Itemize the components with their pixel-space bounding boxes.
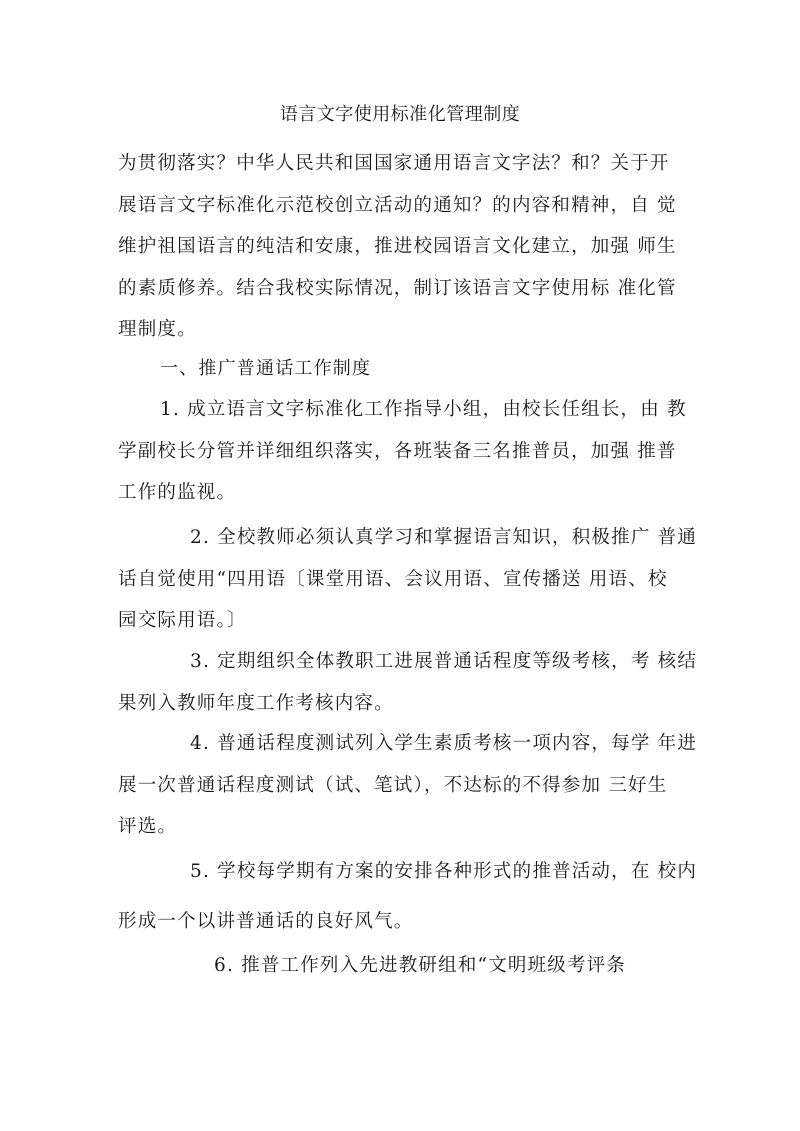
item-4-line: 展一次普通话程度测试（试、笔试），不达标的不得参加 三好生	[118, 774, 668, 796]
section-heading: 一、推广普通话工作制度	[160, 358, 372, 379]
item-1-line: 学副校长分管并详细组织落实，各班装备三名推普员，加强 推普	[118, 440, 677, 462]
intro-line: 展语言文字标准化示范校创立活动的通知？的内容和精神，自 觉	[118, 194, 677, 216]
item-2-line: 园交际用语。〕	[118, 610, 247, 631]
item-4-line: 4. 普通话程度测试列入学生素质考核一项内容，每学 年进	[190, 733, 698, 754]
document-title: 语言文字使用标准化管理制度	[279, 104, 521, 125]
item-5-line: 形成一个以讲普通话的良好风气。	[118, 910, 414, 932]
intro-line: 理制度。	[118, 319, 197, 340]
item-6-line: 6. 推普工作列入先进教研组和“文明班级考评条	[214, 955, 627, 976]
intro-line: 为贯彻落实？中华人民共和国国家通用语言文字法？和？关于开	[118, 153, 670, 174]
item-3-line: 3. 定期组织全体教职工进展普通话程度等级考核，考 核结	[190, 651, 698, 672]
item-5-line: 5. 学校每学期有方案的安排各种形式的推普活动，在 校内	[190, 861, 698, 882]
item-3-paragraph	[118, 641, 698, 724]
intro-paragraph	[118, 143, 698, 351]
item-1-line: 1. 成立语言文字标准化工作指导小组，由校长任组长，由 教	[160, 399, 687, 420]
item-3-line: 果列入教师年度工作考核内容。	[118, 692, 394, 714]
item-4-line: 评选。	[118, 816, 178, 837]
item-5-paragraph	[118, 851, 698, 942]
intro-line: 的素质修养。结合我校实际情况，制订该语言文字使用标 准化管	[118, 277, 677, 299]
item-1-line: 工作的监视。	[118, 482, 237, 503]
item-2-paragraph	[118, 517, 698, 642]
item-1-paragraph	[118, 389, 698, 514]
item-2-line: 话自觉使用“四用语〔课堂用语、会议用语、宣传播送 用语、校	[118, 568, 668, 590]
item-4-paragraph	[118, 723, 698, 848]
item-2-line: 2. 全校教师必须认真学习和掌握语言知识，积极推广 普通	[190, 527, 698, 548]
intro-line: 维护祖国语言的纯洁和安康，推进校园语言文化建立，加强 师生	[118, 236, 677, 257]
item-6-paragraph	[118, 945, 698, 987]
